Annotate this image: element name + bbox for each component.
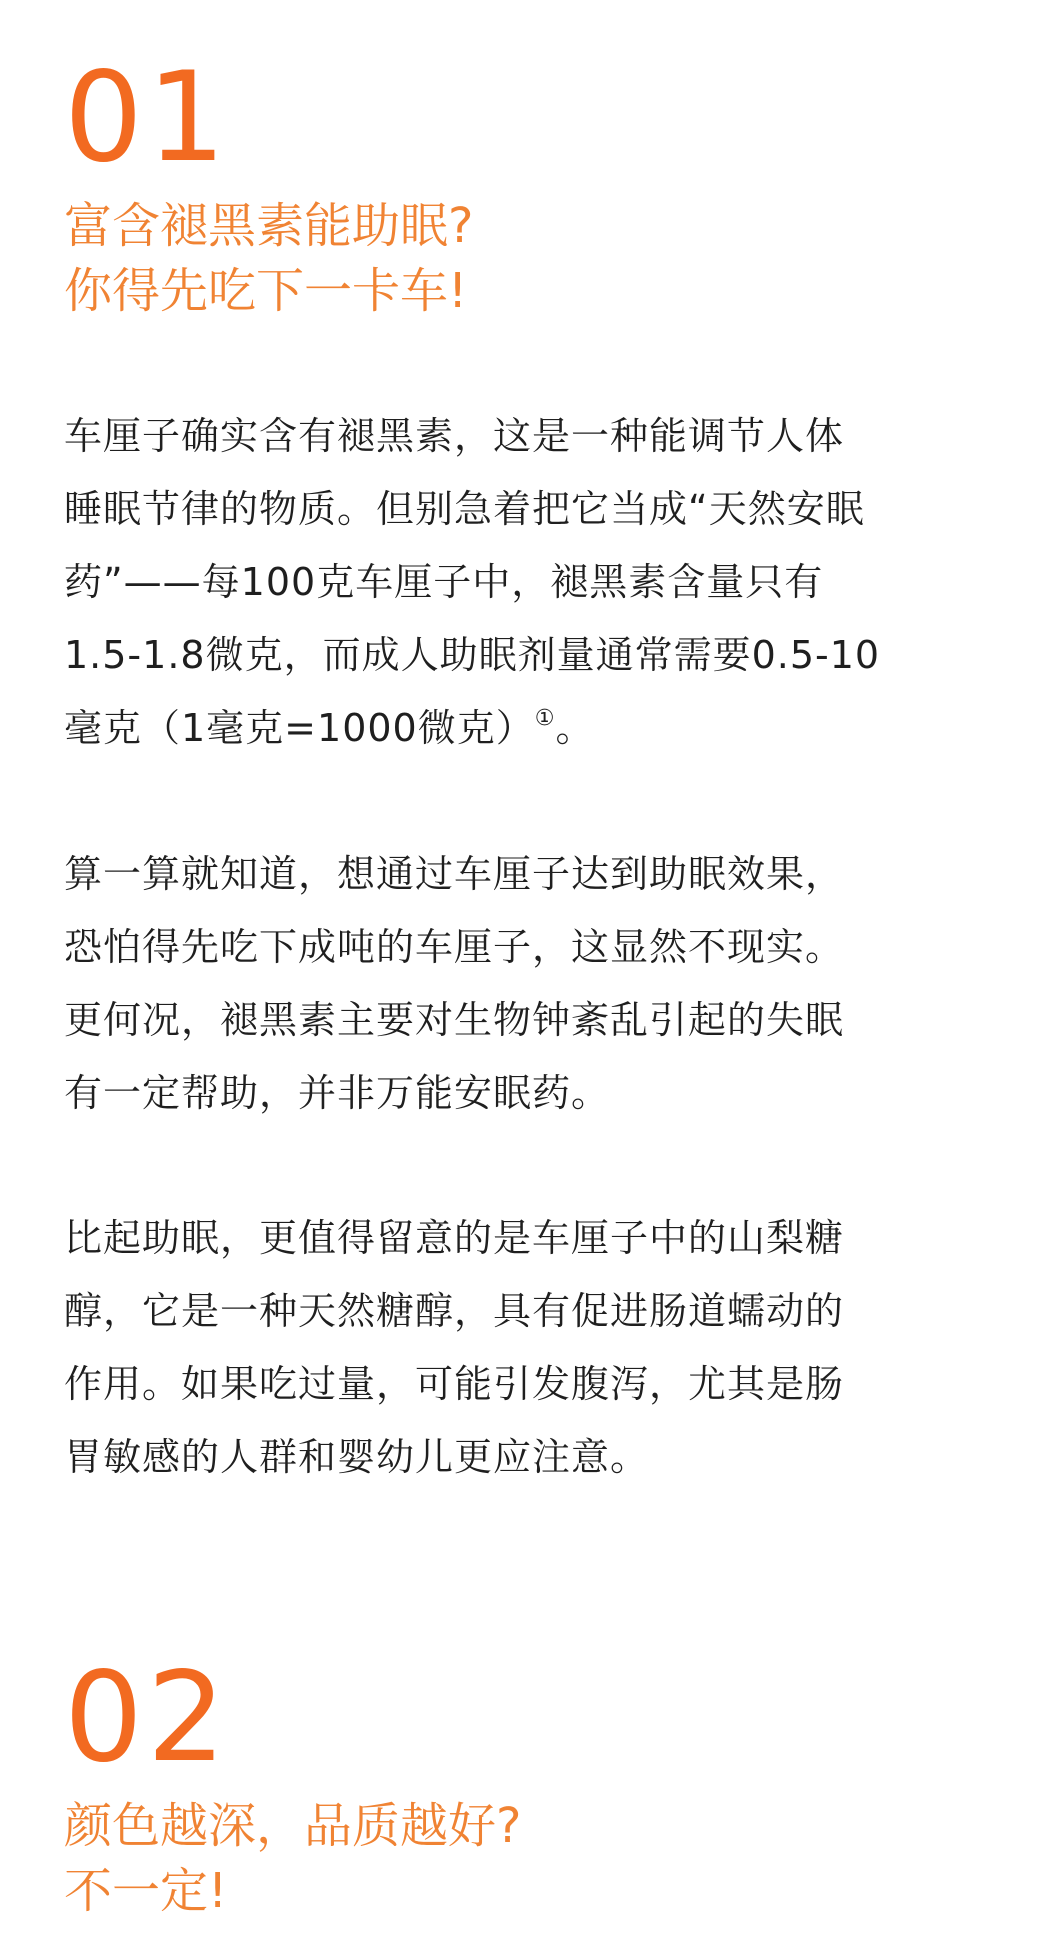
paragraph-calculation [64, 838, 984, 1130]
paragraph-line: 恐怕得先吃下成吨的车厘子，这显然不现实。 [64, 925, 845, 969]
section-number: 02 [64, 1646, 230, 1790]
paragraph-line: 1.5-1.8微克，而成人助眠剂量通常需要0.5-10 [64, 633, 881, 677]
heading-line: 颜色越深，品质越好? [64, 1798, 522, 1854]
paragraph-line: 作用。如果吃过量，可能引发腹泻，尤其是肠 [64, 1362, 845, 1406]
body-paragraph [64, 400, 984, 765]
paragraph-line: 睡眠节律的物质。但别急着把它当成“天然安眠 [64, 487, 865, 531]
paragraph-line: 胃敏感的人群和婴幼儿更应注意。 [64, 1435, 650, 1479]
section-heading [64, 194, 984, 324]
paragraph-line: 醇，它是一种天然糖醇，具有促进肠道蠕动的 [64, 1289, 845, 1333]
paragraph-line: 比起助眠，更值得留意的是车厘子中的山梨糖 [64, 1216, 845, 1260]
footnote-reference[interactable]: ① [534, 706, 556, 731]
paragraph-line: 车厘子确实含有褪黑素，这是一种能调节人体 [64, 414, 845, 458]
section-01 [64, 46, 984, 324]
body-paragraph [64, 838, 984, 1130]
paragraph-end-punct: 。 [555, 706, 595, 750]
heading-line: 富含褪黑素能助眠? [64, 198, 474, 254]
body-paragraph [64, 1202, 984, 1494]
paragraph-line: 有一定帮助，并非万能安眠药。 [64, 1071, 611, 1115]
paragraph-line-last [64, 692, 984, 765]
paragraph-sorbitol [64, 1202, 984, 1494]
paragraph-melatonin [64, 400, 984, 765]
paragraph-text: 毫克（1毫克=1000微克） [64, 706, 535, 750]
heading-line: 你得先吃下一卡车! [64, 263, 468, 319]
section-02 [64, 1646, 984, 1924]
section-number: 01 [64, 46, 230, 190]
heading-line: 不一定! [64, 1863, 228, 1919]
section-heading [64, 1794, 984, 1924]
paragraph-line: 算一算就知道，想通过车厘子达到助眠效果， [64, 852, 845, 896]
paragraph-line: 更何况，褪黑素主要对生物钟紊乱引起的失眠 [64, 998, 845, 1042]
paragraph-line: 药”——每100克车厘子中，褪黑素含量只有 [64, 560, 824, 604]
